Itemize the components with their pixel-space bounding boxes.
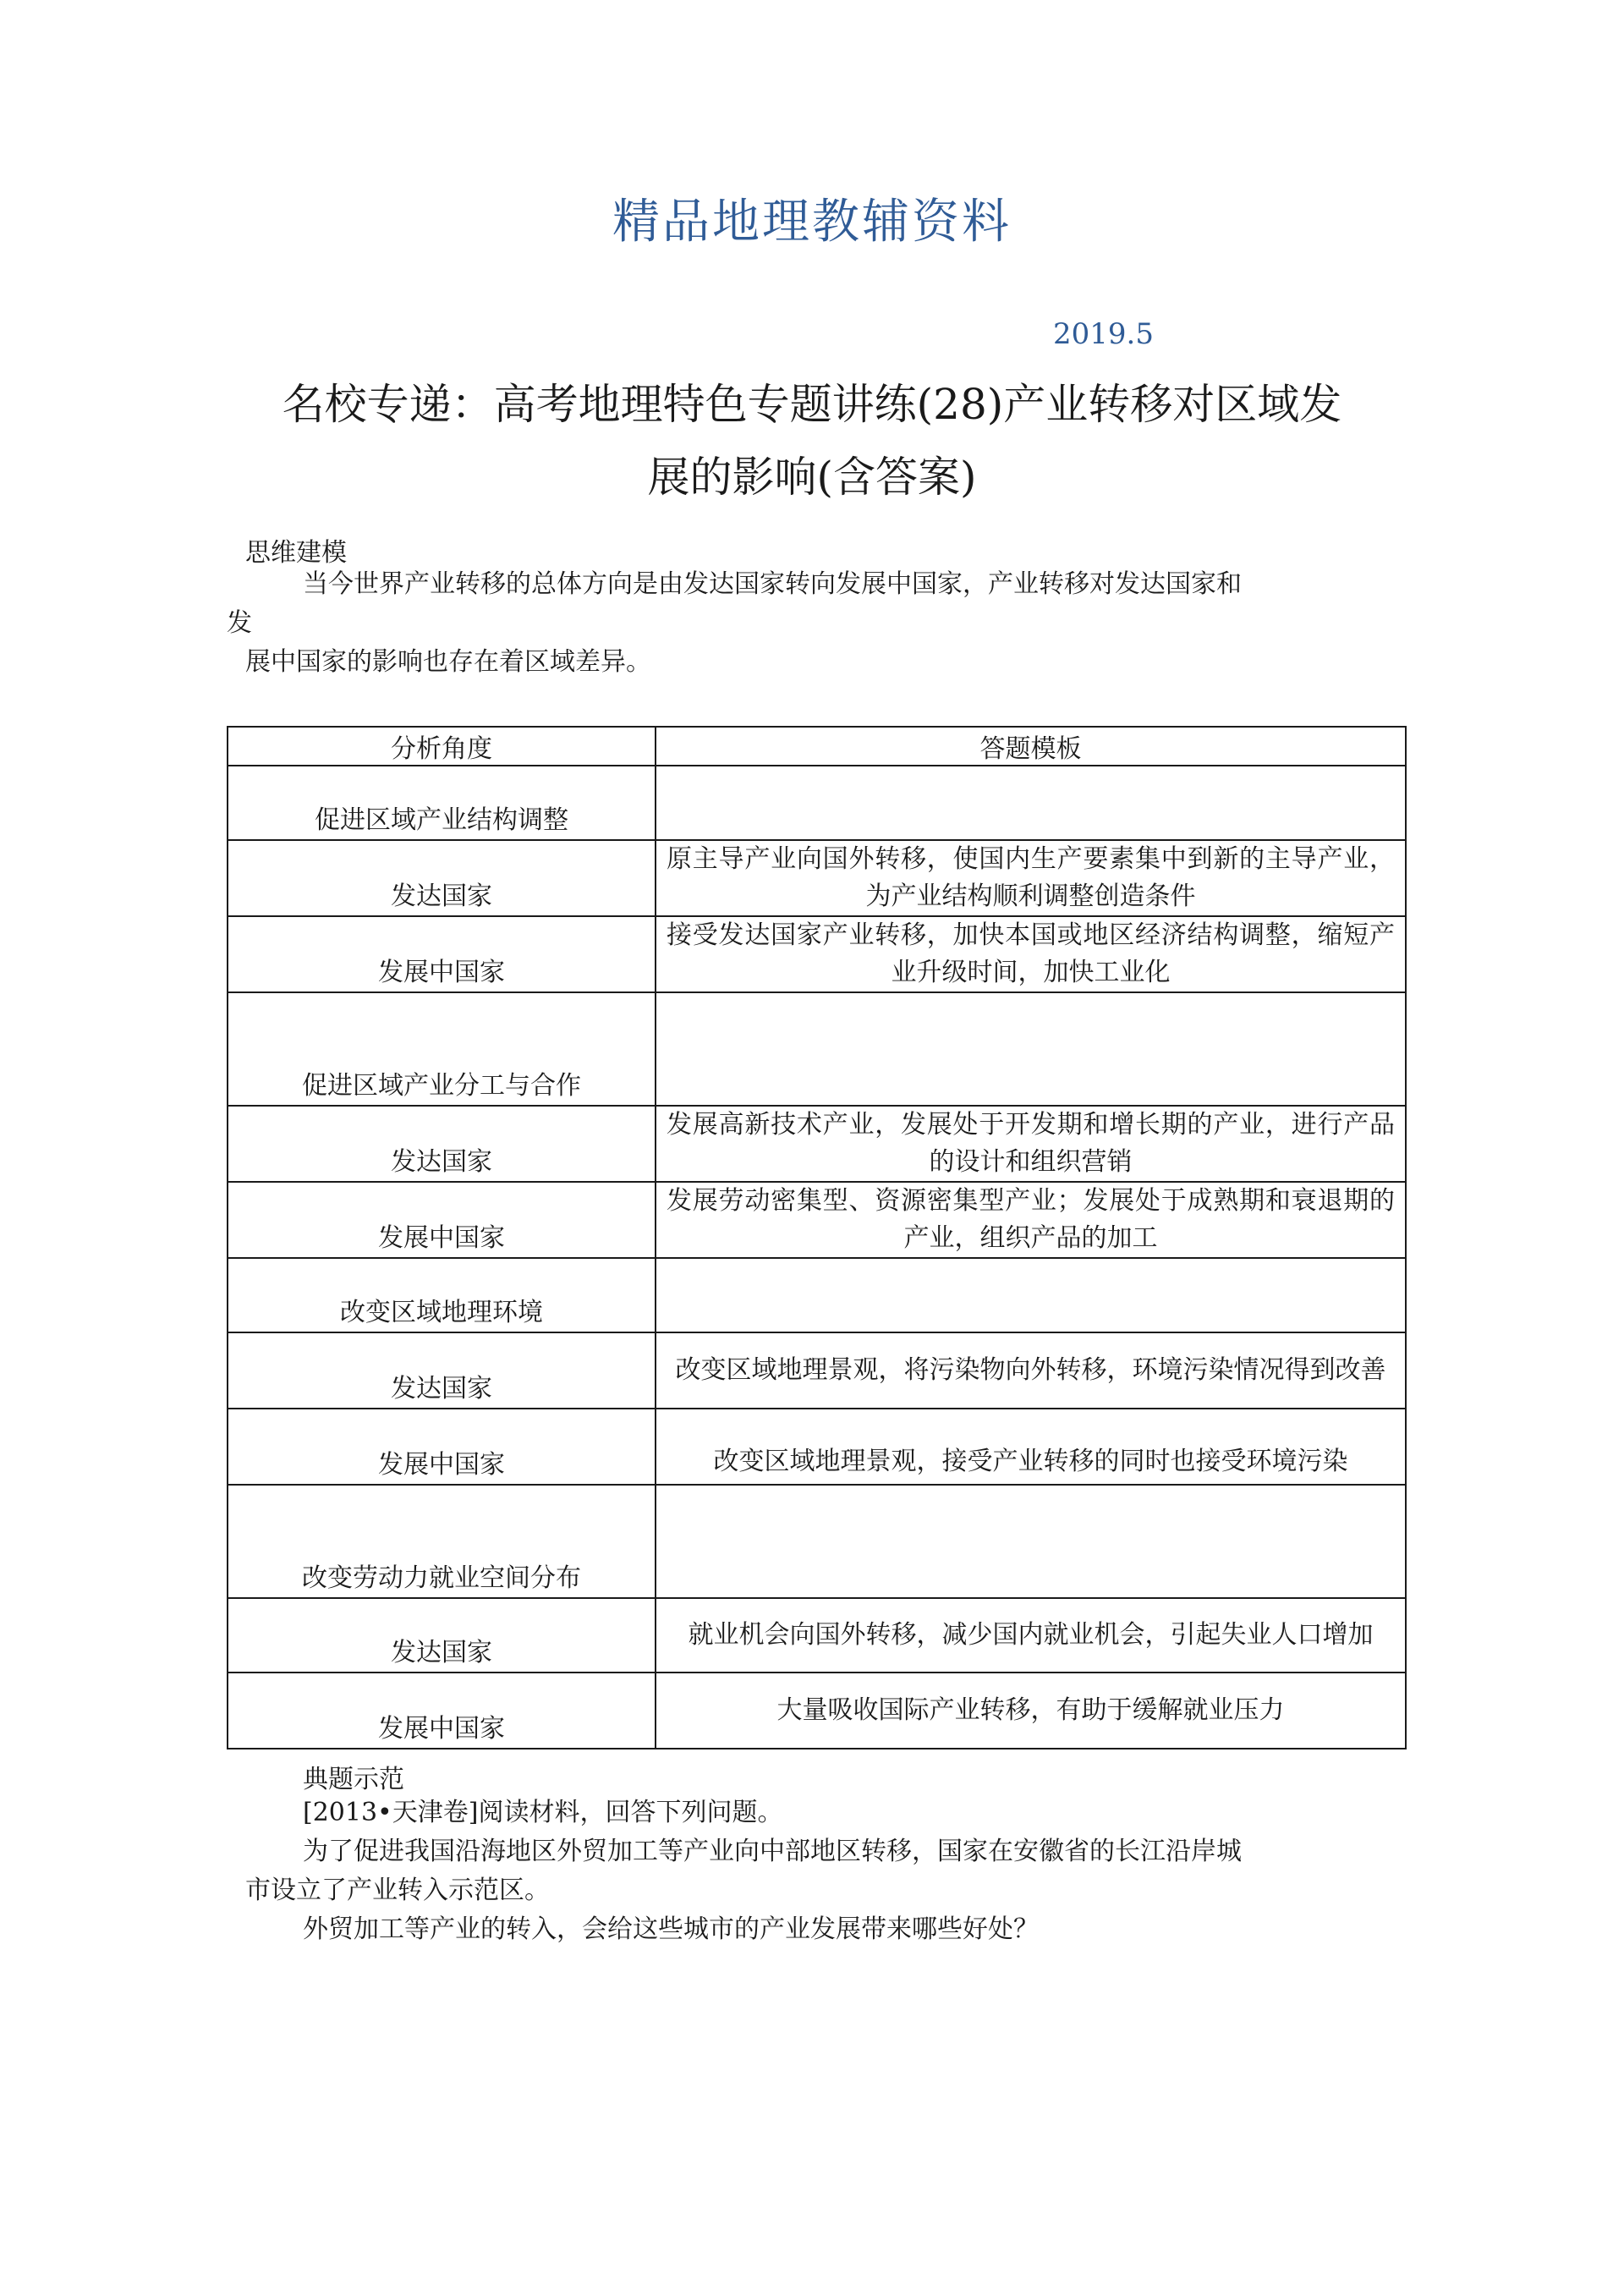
table-row	[228, 1106, 1406, 1182]
table-cell-template: 发展劳动密集型、资源密集型产业；发展处于成熟期和衰退期的产业，组织产品的加工	[656, 1182, 1406, 1258]
table-cell-angle: 发达国家	[228, 1598, 656, 1673]
table-cell-template: 接受发达国家产业转移，加快本国或地区经济结构调整，缩短产业升级时间，加快工业化	[656, 916, 1406, 992]
table-row	[228, 992, 1406, 1106]
table-cell-angle: 促进区域产业分工与合作	[228, 992, 656, 1106]
table-cell-angle: 改变劳动力就业空间分布	[228, 1485, 656, 1598]
section-label-example: 典题示范	[303, 1765, 404, 1794]
table-cell-template: 改变区域地理景观，接受产业转移的同时也接受环境污染	[656, 1409, 1406, 1485]
header-date: 2019.5	[1053, 317, 1154, 351]
table-cell-template: 改变区域地理景观，将污染物向外转移，环境污染情况得到改善	[656, 1332, 1406, 1409]
table-cell-angle: 发达国家	[228, 1106, 656, 1182]
table-cell-angle: 发展中国家	[228, 1182, 656, 1258]
example-paragraph-line-2: 市设立了产业转入示范区。	[245, 1876, 550, 1905]
table-row	[228, 1409, 1406, 1485]
analysis-table	[227, 726, 1407, 1749]
table-row	[228, 1182, 1406, 1258]
table-header-template: 答题模板	[656, 727, 1406, 766]
table-cell-angle: 发展中国家	[228, 1673, 656, 1749]
document-title	[228, 368, 1396, 514]
table-cell-angle: 发达国家	[228, 840, 656, 916]
table-cell-template	[656, 1485, 1406, 1598]
header-title: 精品地理教辅资料	[612, 195, 1012, 250]
document-title-line-1: 名校专递：高考地理特色专题讲练(28)产业转移对区域发	[282, 380, 1342, 429]
table-cell-template	[656, 992, 1406, 1106]
table-row	[228, 1598, 1406, 1673]
table-cell-template: 发展高新技术产业，发展处于开发期和增长期的产业，进行产品的设计和组织营销	[656, 1106, 1406, 1182]
table-row	[228, 916, 1406, 992]
table-cell-template: 原主导产业向国外转移，使国内生产要素集中到新的主导产业，为产业结构顺利调整创造条件	[656, 840, 1406, 916]
table-row	[228, 1258, 1406, 1332]
table-row	[228, 766, 1406, 840]
table-row	[228, 1485, 1406, 1598]
intro-paragraph-line-2: 发	[227, 608, 252, 638]
example-question: 外贸加工等产业的转入，会给这些城市的产业发展带来哪些好处？	[303, 1914, 1039, 1944]
table-row	[228, 840, 1406, 916]
table-cell-angle: 发达国家	[228, 1332, 656, 1409]
section-label-modeling: 思维建模	[245, 538, 347, 568]
table-cell-angle: 改变区域地理环境	[228, 1258, 656, 1332]
intro-paragraph-line-1: 当今世界产业转移的总体方向是由发达国家转向发展中国家，产业转移对发达国家和	[303, 569, 1242, 599]
table-cell-template: 大量吸收国际产业转移，有助于缓解就业压力	[656, 1673, 1406, 1749]
table-header-row	[228, 727, 1406, 766]
table-cell-angle: 发展中国家	[228, 1409, 656, 1485]
table-cell-angle: 促进区域产业结构调整	[228, 766, 656, 840]
intro-paragraph-line-3: 展中国家的影响也存在着区域差异。	[245, 647, 651, 677]
table-row	[228, 1332, 1406, 1409]
table-row	[228, 1673, 1406, 1749]
table-cell-template	[656, 1258, 1406, 1332]
table-cell-angle: 发展中国家	[228, 916, 656, 992]
example-source: [2013•天津卷]阅读材料，回答下列问题。	[303, 1798, 783, 1827]
table-cell-template: 就业机会向国外转移，减少国内就业机会，引起失业人口增加	[656, 1598, 1406, 1673]
document-title-line-2: 展的影响(含答案)	[647, 453, 977, 502]
example-paragraph-line-1: 为了促进我国沿海地区外贸加工等产业向中部地区转移，国家在安徽省的长江沿岸城	[303, 1837, 1242, 1866]
table-cell-template	[656, 766, 1406, 840]
table-header-angle: 分析角度	[228, 727, 656, 766]
